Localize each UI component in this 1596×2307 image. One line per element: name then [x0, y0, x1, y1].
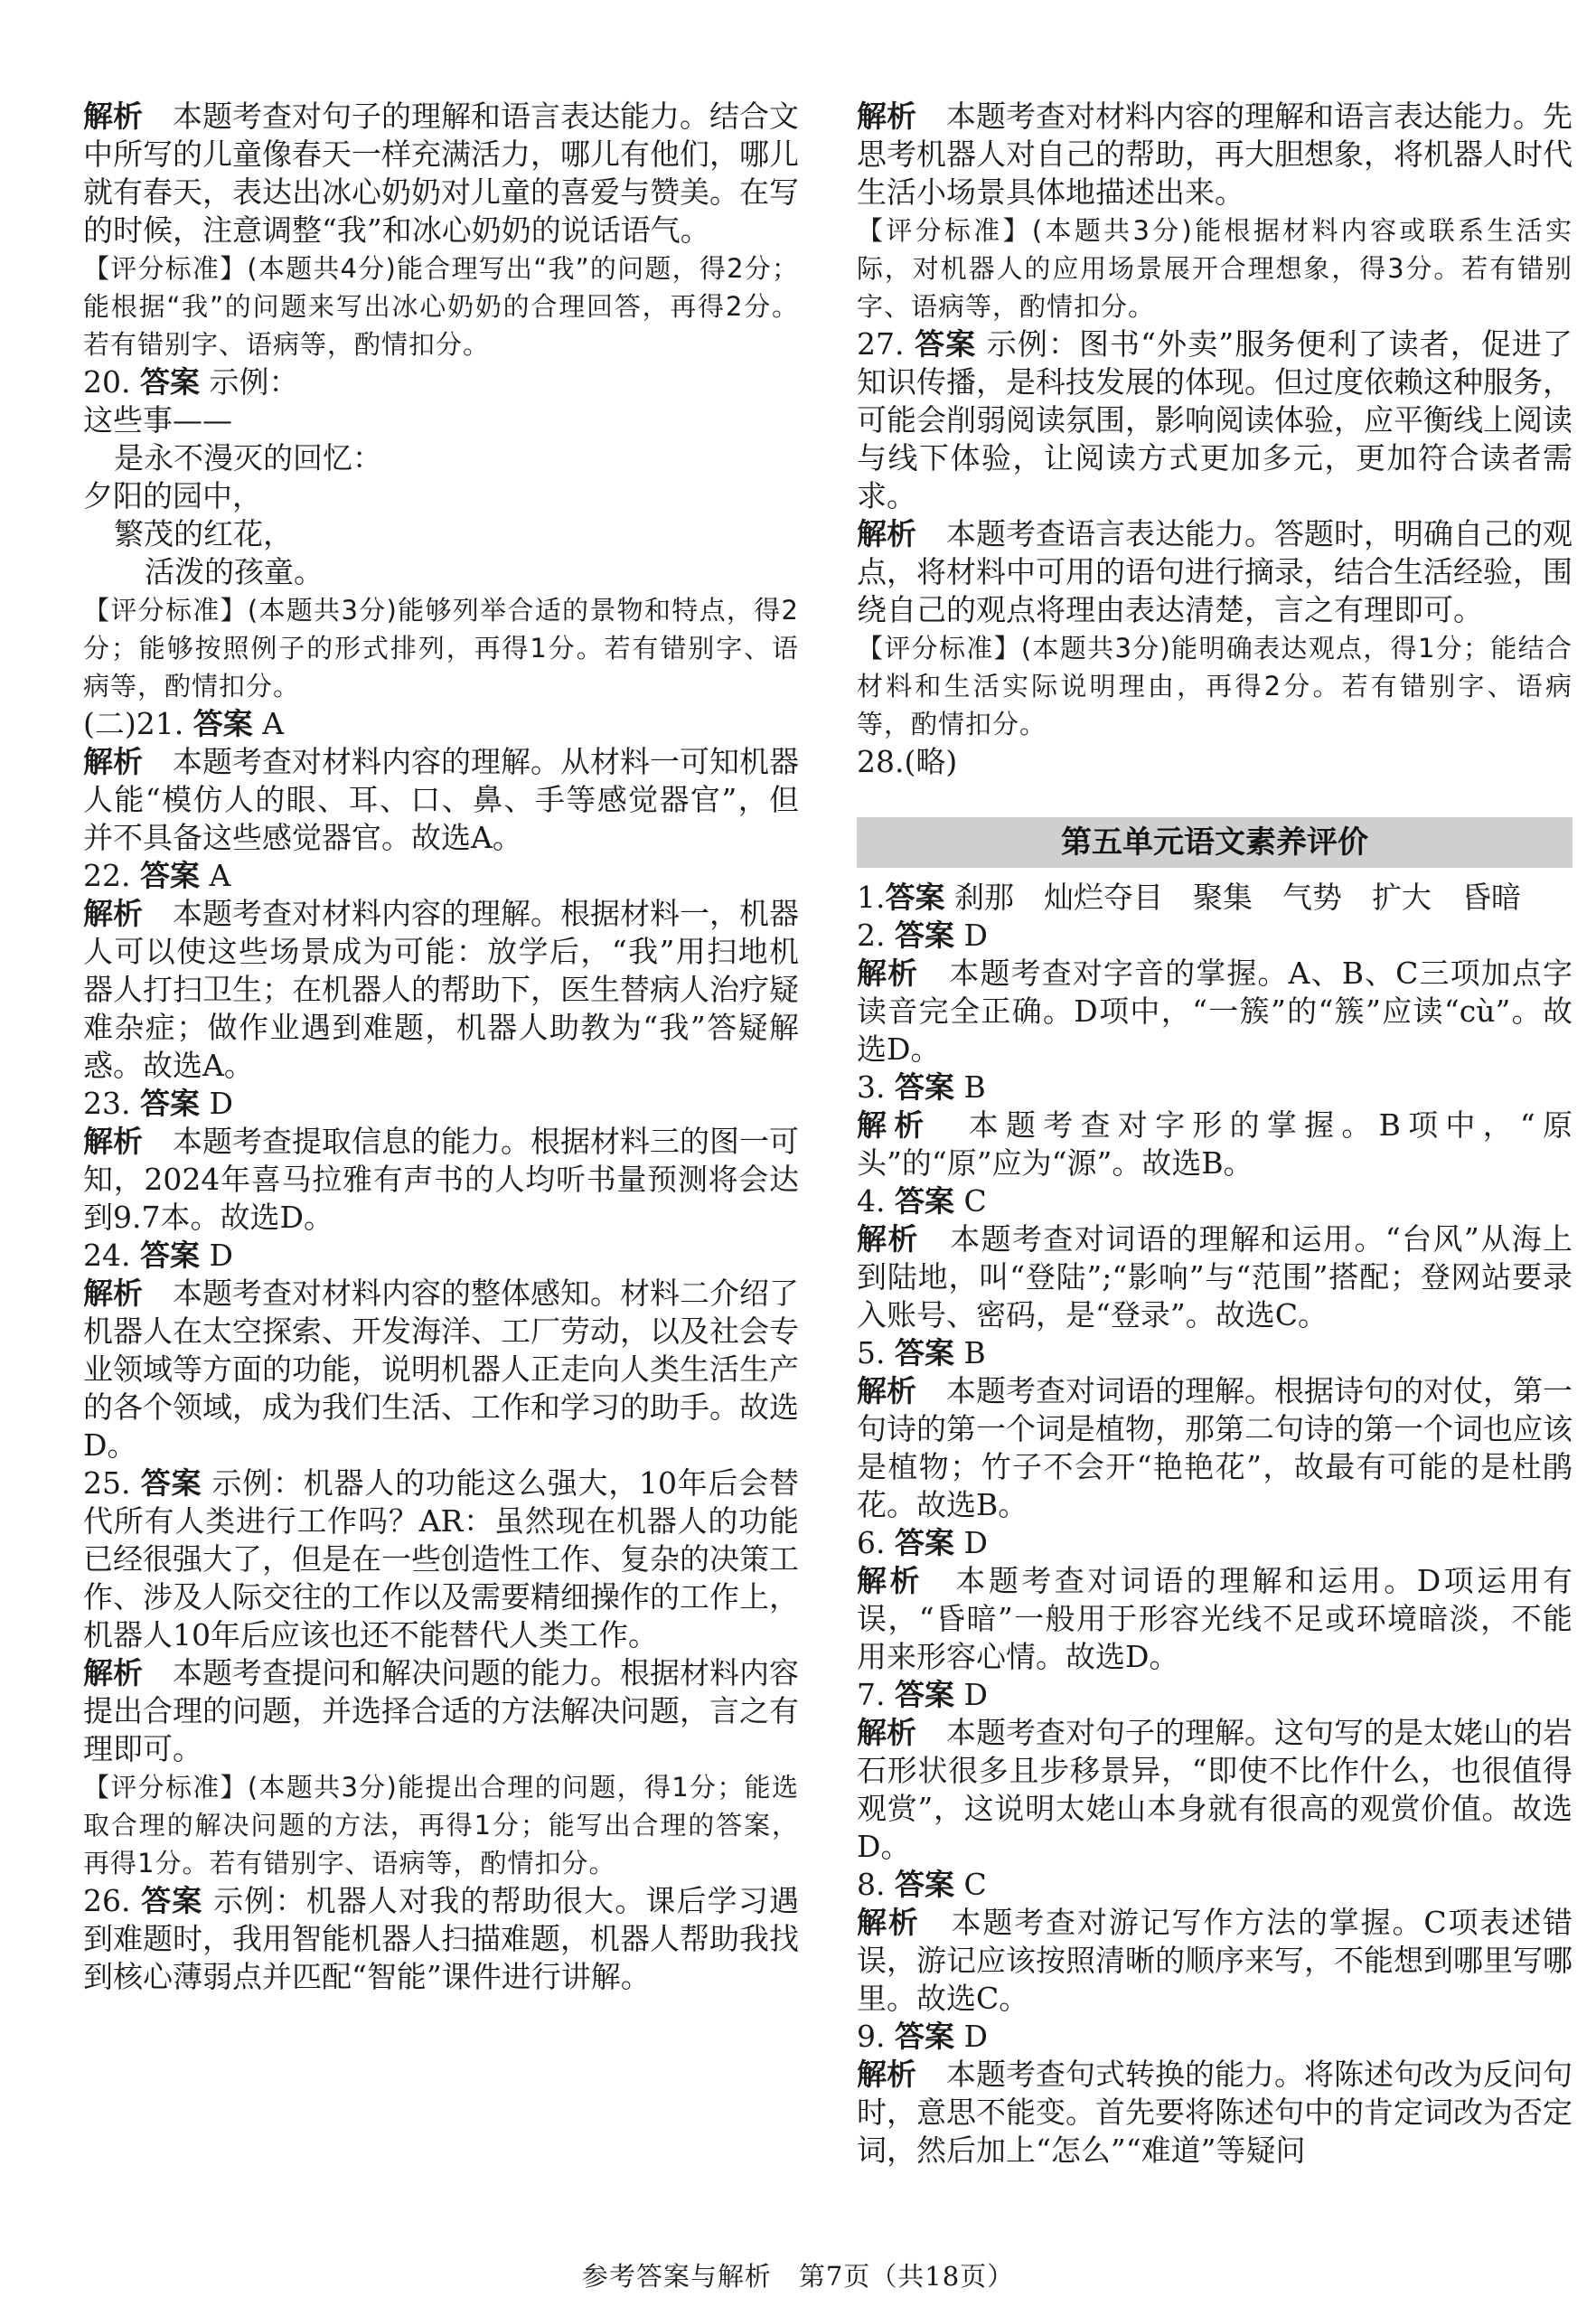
answer-s4: 4. 答案 C [857, 1183, 987, 1219]
answer-s2: 2. 答案 D [857, 918, 988, 953]
answer-s6: 6. 答案 D [857, 1525, 988, 1560]
analysis-s3: 解析 本题考查对字形的掌握。B项中，“原头”的“原”应为“源”。故选B。 [857, 1107, 1573, 1181]
criteria-19: 【评分标准】(本题共4分)能合理写出“我”的问题，得2分；能根据“我”的问题来写出冰心奶奶的合理回答，再得2分。若有错别字、语病等，酌情扣分。 [83, 253, 799, 360]
analysis-25: 解析 本题考查提问和解决问题的能力。根据材料内容提出合理的问题，并选择合适的方法解决问题，言之有理即可。 [83, 1655, 799, 1766]
criteria-25: 【评分标准】(本题共3分)能提出合理的问题，得1分；能选取合理的解决问题的方法，再得1分；能写出合理的答案，再得1分。若有错别字、语病等，酌情扣分。 [83, 1772, 799, 1879]
answer-s7: 7. 答案 D [857, 1677, 988, 1712]
answer-23: 23. 答案 D [83, 1086, 233, 1121]
poem-line: 是永不漫灭的回忆： [114, 440, 382, 476]
answer-s8: 8. 答案 C [857, 1867, 987, 1902]
answer-s9: 9. 答案 D [857, 2019, 988, 2054]
answer-s5: 5. 答案 B [857, 1335, 986, 1370]
answer-24: 24. 答案 D [83, 1238, 233, 1273]
right-column [857, 98, 1573, 2170]
poem-line: 这些事—— [83, 402, 232, 438]
analysis-19: 解析 本题考查对句子的理解和语言表达能力。结合文中所写的儿童像春天一样充满活力，哪儿有他们，哪儿就有春天，表达出冰心奶奶对儿童的喜爱与赞美。在写的时候，注意调整“我”和冰心奶奶的说话语气。 [83, 99, 799, 248]
page-footer: 参考答案与解析 第7页（共18页） [581, 2261, 1015, 2292]
answer-27: 27. 答案 示例：图书“外卖”服务便利了读者，促进了知识传播，是科技发展的体现。但过度依赖这种服务，可能会削弱阅读氛围，影响阅读体验，应平衡线上阅读与线下体验，让阅读方式更加多元，更加符合读者需求。 [857, 326, 1573, 513]
poem-line: 繁茂的红花， [114, 516, 293, 551]
analysis-21: 解析 本题考查对材料内容的理解。从材料一可知机器人能“模仿人的眼、耳、口、鼻、手等感觉器官”，但并不具备这些感觉器官。故选A。 [83, 744, 799, 855]
answer-22: 22. 答案 A [83, 858, 231, 893]
answer-s3: 3. 答案 B [857, 1069, 986, 1105]
answer-25: 25. 答案 示例：机器人的功能这么强大，10年后会替代所有人类进行工作吗？AR：虽然现在机器人的功能已经很强大了，但是在一些创造性工作、复杂的决策工作、涉及人际交往的工作以及需要精细操作的工作上，机器人10年后应该也还不能替代人类工作。 [83, 1465, 800, 1653]
answer-20: 20. 答案 示例： [83, 364, 299, 400]
analysis-26: 解析 本题考查对材料内容的理解和语言表达能力。先思考机器人对自己的帮助，再大胆想象，将机器人时代生活小场景具体地描述出来。 [857, 99, 1573, 210]
answer-s1: 1.答案 刹那 灿烂夺目 聚集 气势 扩大 昏暗 [857, 880, 1521, 915]
left-column [83, 98, 799, 1996]
section-title: 第五单元语文素养评价 [857, 817, 1573, 868]
analysis-s9: 解析 本题考查句式转换的能力。将陈述句改为反问句时，意思不能变。首先要将陈述句中的肯定词改为否定词，然后加上“怎么”“难道”等疑问 [857, 2057, 1573, 2168]
analysis-24: 解析 本题考查对材料内容的整体感知。材料二介绍了机器人在太空探索、开发海洋、工厂劳动，以及社会专业领域等方面的功能，说明机器人正走向人类生活生产的各个领域，成为我们生活、工作和学习的助手。故选D。 [83, 1276, 799, 1463]
analysis-s8: 解析 本题考查对游记写作方法的掌握。C项表述错误，游记应该按照清晰的顺序来写，不能想到哪里写哪里。故选C。 [857, 1905, 1573, 2016]
analysis-s7: 解析 本题考查对句子的理解。这句写的是太姥山的岩石形状很多且步移景异，“即使不比作什么，也很值得观赏”，这说明太姥山本身就有很高的观赏价值。故选D。 [857, 1715, 1573, 1864]
poem-line: 夕阳的园中， [83, 478, 262, 513]
analysis-s2: 解析 本题考查对字音的掌握。A、B、C三项加点字读音完全正确。D项中，“一簇”的“簇”应读“cù”。故选D。 [857, 956, 1573, 1067]
analysis-27: 解析 本题考查语言表达能力。答题时，明确自己的观点，将材料中可用的语句进行摘录，结合生活经验，围绕自己的观点将理由表达清楚，言之有理即可。 [857, 516, 1573, 627]
analysis-s5: 解析 本题考查对词语的理解。根据诗句的对仗，第一句诗的第一个词是植物，那第二句诗的第一个词也应该是植物；竹子不会开“艳艳花”，故最有可能的是杜鹃花。故选B。 [857, 1373, 1573, 1522]
answer-21: (二)21. 答案 A [83, 706, 285, 741]
analysis-23: 解析 本题考查提取信息的能力。根据材料三的图一可知，2024年喜马拉雅有声书的人均听书量预测将会达到9.7本。故选D。 [83, 1124, 799, 1235]
answer-28: 28.(略) [857, 744, 958, 779]
analysis-s6: 解析 本题考查对词语的理解和运用。D项运用有误，“昏暗”一般用于形容光线不足或环境暗淡，不能用来形容心情。故选D。 [857, 1563, 1573, 1674]
poem-line: 活泼的孩童。 [145, 554, 324, 589]
analysis-22: 解析 本题考查对材料内容的理解。根据材料一，机器人可以使这些场景成为可能：放学后，“我”用扫地机器人打扫卫生；在机器人的帮助下，医生替病人治疗疑难杂症；做作业遇到难题，机器人助教为“我”答疑解惑。故选A。 [83, 896, 799, 1083]
criteria-20: 【评分标准】(本题共3分)能够列举合适的景物和特点，得2分；能够按照例子的形式排列，再得1分。若有错别字、语病等，酌情扣分。 [83, 595, 799, 702]
analysis-s4: 解析 本题考查对词语的理解和运用。“台风”从海上到陆地，叫“登陆”;“影响”与“范围”搭配；登网站要录入账号、密码，是“登录”。故选C。 [857, 1221, 1573, 1332]
criteria-27: 【评分标准】(本题共3分)能明确表达观点，得1分；能结合材料和生活实际说明理由，再得2分。若有错别字、语病等，酌情扣分。 [857, 633, 1573, 739]
criteria-26: 【评分标准】(本题共3分)能根据材料内容或联系生活实际，对机器人的应用场景展开合理想象，得3分。若有错别字、语病等，酌情扣分。 [857, 215, 1573, 322]
answer-26: 26. 答案 示例：机器人对我的帮助很大。课后学习遇到难题时，我用智能机器人扫描难题，机器人帮助我找到核心薄弱点并匹配“智能”课件进行讲解。 [83, 1883, 800, 1994]
